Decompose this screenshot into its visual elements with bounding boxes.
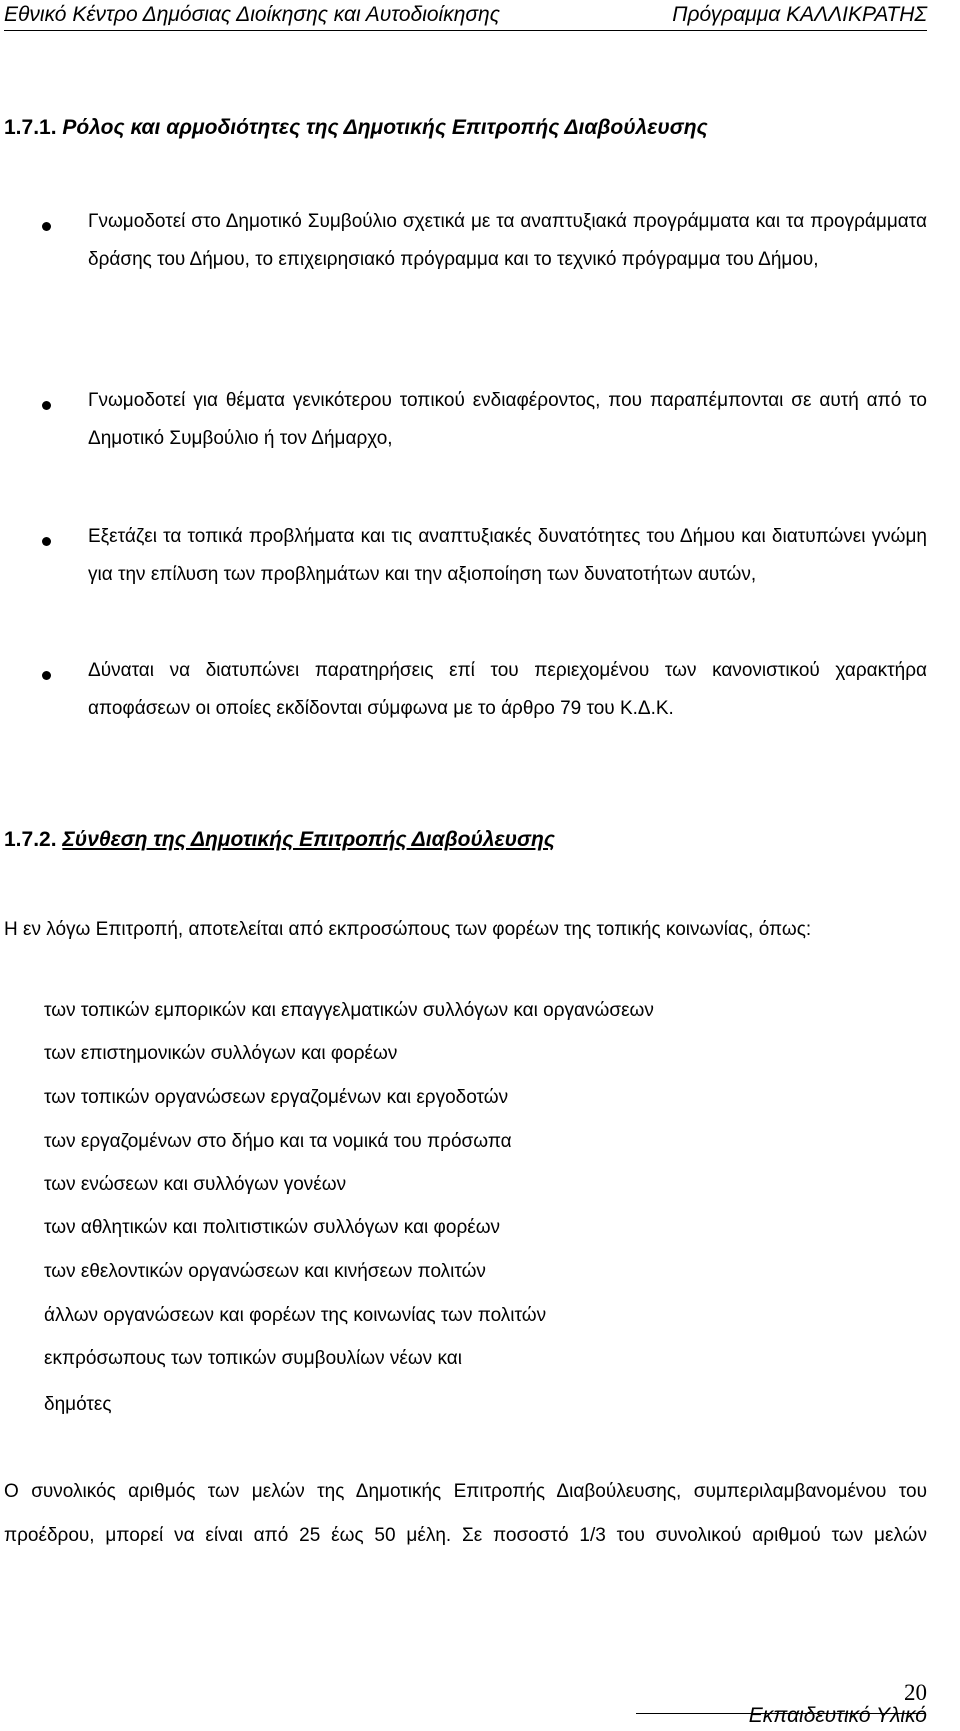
closing-line-1: Ο συνολικός αριθμός των μελών της Δημοτικής Επιτροπής Διαβούλευσης, συμπεριλαμβανομένου του bbox=[4, 1481, 927, 1502]
list-item bbox=[0, 1347, 960, 1377]
list-item-label: των ενώσεων και συλλόγων γονέων bbox=[44, 1174, 347, 1195]
list-item-label: δημότες bbox=[44, 1394, 112, 1415]
section-2-heading bbox=[4, 828, 555, 852]
bullet-text: Εξετάζει τα τοπικά προβλήματα και τις αναπτυξιακές δυνατότητες του Δήμου και διατυπώνει γνώμη για την επίλυση των προβλημάτων και την αξιοποίηση των δυνατοτήτων αυτών, bbox=[88, 526, 927, 585]
list-item-label: των τοπικών εμπορικών και επαγγελματικών συλλόγων και οργανώσεων bbox=[44, 1000, 654, 1021]
list-item-label: των τοπικών οργανώσεων εργαζομένων και εργοδοτών bbox=[44, 1087, 509, 1108]
header-organization: Εθνικό Κέντρο Δημόσιας Διοίκησης και Αυτοδιοίκησης bbox=[4, 3, 500, 26]
bullet-text: Γνωμοδοτεί για θέματα γενικότερου τοπικού ενδιαφέροντος, που παραπέμπονται σε αυτή από το Δημοτικό Συμβούλιο ή τον Δήμαρχο, bbox=[88, 390, 927, 449]
closing-line-2: προέδρου, μπορεί να είναι από 25 έως 50 μέλη. Σε ποσοστό 1/3 του συνολικού αριθμού των μελών bbox=[4, 1525, 927, 1546]
list-item bbox=[0, 999, 960, 1029]
bullet-icon bbox=[42, 222, 51, 231]
bullet-icon bbox=[42, 537, 51, 546]
section-1-number: 1.7.1. bbox=[4, 116, 57, 139]
page-header bbox=[0, 0, 960, 30]
list-item-label: των επιστημονικών συλλόγων και φορέων bbox=[44, 1043, 398, 1064]
list-item bbox=[0, 1130, 960, 1160]
section-1-title: Ρόλος και αρμοδιότητες της Δημοτικής Επιτροπής Διαβούλευσης bbox=[62, 116, 708, 139]
list-item bbox=[0, 1173, 960, 1203]
bullet-icon bbox=[42, 671, 51, 680]
section-2-title: Σύνθεση της Δημοτικής Επιτροπής Διαβούλευσης bbox=[62, 828, 555, 851]
list-item bbox=[0, 1304, 960, 1334]
list-item-label: των εθελοντικών οργανώσεων και κινήσεων πολιτών bbox=[44, 1261, 486, 1282]
footer-text: Εκπαιδευτικό Υλικό bbox=[748, 1704, 927, 1727]
list-item-label: εκπρόσωπους των τοπικών συμβουλίων νέων και bbox=[44, 1348, 462, 1369]
section-2-number: 1.7.2. bbox=[4, 828, 57, 851]
list-item bbox=[0, 1393, 960, 1423]
bullet-icon bbox=[42, 401, 51, 410]
list-item bbox=[0, 1216, 960, 1246]
list-item bbox=[0, 1042, 960, 1072]
list-item bbox=[0, 1260, 960, 1290]
list-item-label: των εργαζομένων στο δήμο και τα νομικά του πρόσωπα bbox=[44, 1131, 512, 1152]
header-rule bbox=[4, 30, 927, 31]
list-item-label: των αθλητικών και πολιτιστικών συλλόγων και φορέων bbox=[44, 1217, 501, 1238]
bullet-text: Γνωμοδοτεί στο Δημοτικό Συμβούλιο σχετικά με τα αναπτυξιακά προγράμματα και τα προγράμματα δράσης του Δήμου, το επιχειρησιακό πρόγραμμα και το τεχνικό πρόγραμμα του Δήμου, bbox=[88, 211, 927, 270]
section-2-intro: Η εν λόγω Επιτροπή, αποτελείται από εκπροσώπους των φορέων της τοπικής κοινωνίας, όπως: bbox=[4, 919, 812, 940]
list-item bbox=[0, 1086, 960, 1116]
list-item-label: άλλων οργανώσεων και φορέων της κοινωνίας των πολιτών bbox=[44, 1305, 547, 1326]
header-program: Πρόγραμμα ΚΑΛΛΙΚΡΑΤΗΣ bbox=[672, 3, 927, 26]
page-number: 20 bbox=[904, 1680, 927, 1705]
bullet-text: Δύναται να διατυπώνει παρατηρήσεις επί του περιεχομένου των κανονιστικού χαρακτήρα αποφάσεων οι οποίες εκδίδονται σύμφωνα με το άρθρο 79 του Κ.Δ.Κ. bbox=[88, 660, 927, 719]
section-1-heading bbox=[4, 116, 708, 140]
